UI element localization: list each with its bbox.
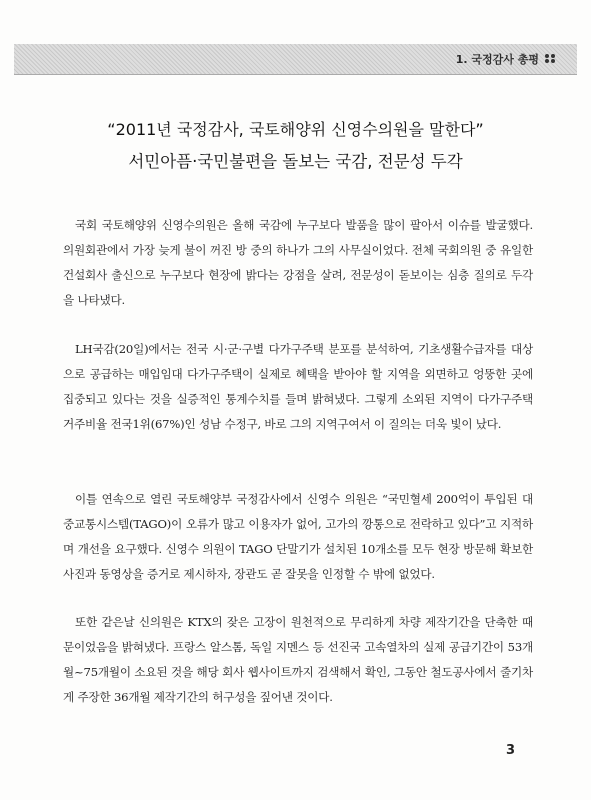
- body-paragraph-3: 이틀 연속으로 열린 국토해양부 국정감사에서 신영수 의원은 “국민혈세 200억이 투입된 대중교통시스템(TAGO)이 오류가 많고 이용자가 없어, 고가의 깡통으로 전락하고 있다”고 지적하며 개선을 요구했다. 신영수 의원이 TAGO 단말기가 설치된 10개소를 모두 현장 방문해 확보한 사진과 동영상을 증거로 제시하자, 장관도 곧 잘못을 인정할 수 밖에 없었다.: [63, 492, 533, 581]
- running-header: [14, 44, 577, 75]
- body-paragraph-1: 국회 국토해양위 신영수의원은 올해 국감에 누구보다 발품을 많이 팔아서 이슈를 발굴했다. 의원회관에서 가장 늦게 불이 꺼진 방 중의 하나가 그의 사무실이었다. 전체 국회의원 중 유일한 건설회사 출신으로 누구보다 현장에 밝다는 강점을 살려, 전문성이 돋보이는 심층 질의로 두각을 나타냈다.: [63, 218, 533, 307]
- section-label: 1. 국정감사 총평: [455, 53, 539, 66]
- four-dot-ornament-icon: [545, 54, 557, 64]
- article-title: “2011년 국정감사, 국토해양위 신영수의원을 말한다”: [107, 120, 484, 139]
- page-number: 3: [506, 743, 516, 758]
- article-subtitle: 서민아픔·국민불편을 돌보는 국감, 전문성 두각: [128, 152, 463, 171]
- body-paragraph-2: LH국감(20일)에서는 전국 시·군·구별 다가구주택 분포를 분석하여, 기초생활수급자를 대상으로 공급하는 매입임대 다가구주택이 실제로 혜택을 받아야 할 지역을 외면하고 엉뚱한 곳에 집중되고 있다는 것을 실증적인 통계수치를 들며 밝혀냈다. 그렇게 소외된 지역이 다가구주택 거주비율 전국1위(67%)인 성남 수정구, 바로 그의 지역구여서 이 질의는 더욱 빛이 났다.: [63, 342, 533, 431]
- body-paragraph-4: 또한 같은날 신의원은 KTX의 잦은 고장이 원천적으로 무리하게 차량 제작기간을 단축한 때문이었음을 밝혀냈다. 프랑스 알스톰, 독일 지멘스 등 선진국 고속열차의 실제 공급기간이 53개월~75개월이 소요된 것을 해당 회사 웹사이트까지 검색해서 확인, 그동안 철도공사에서 줄기차게 주장한 36개월 제작기간의 허구성을 짚어낸 것이다.: [63, 615, 533, 704]
